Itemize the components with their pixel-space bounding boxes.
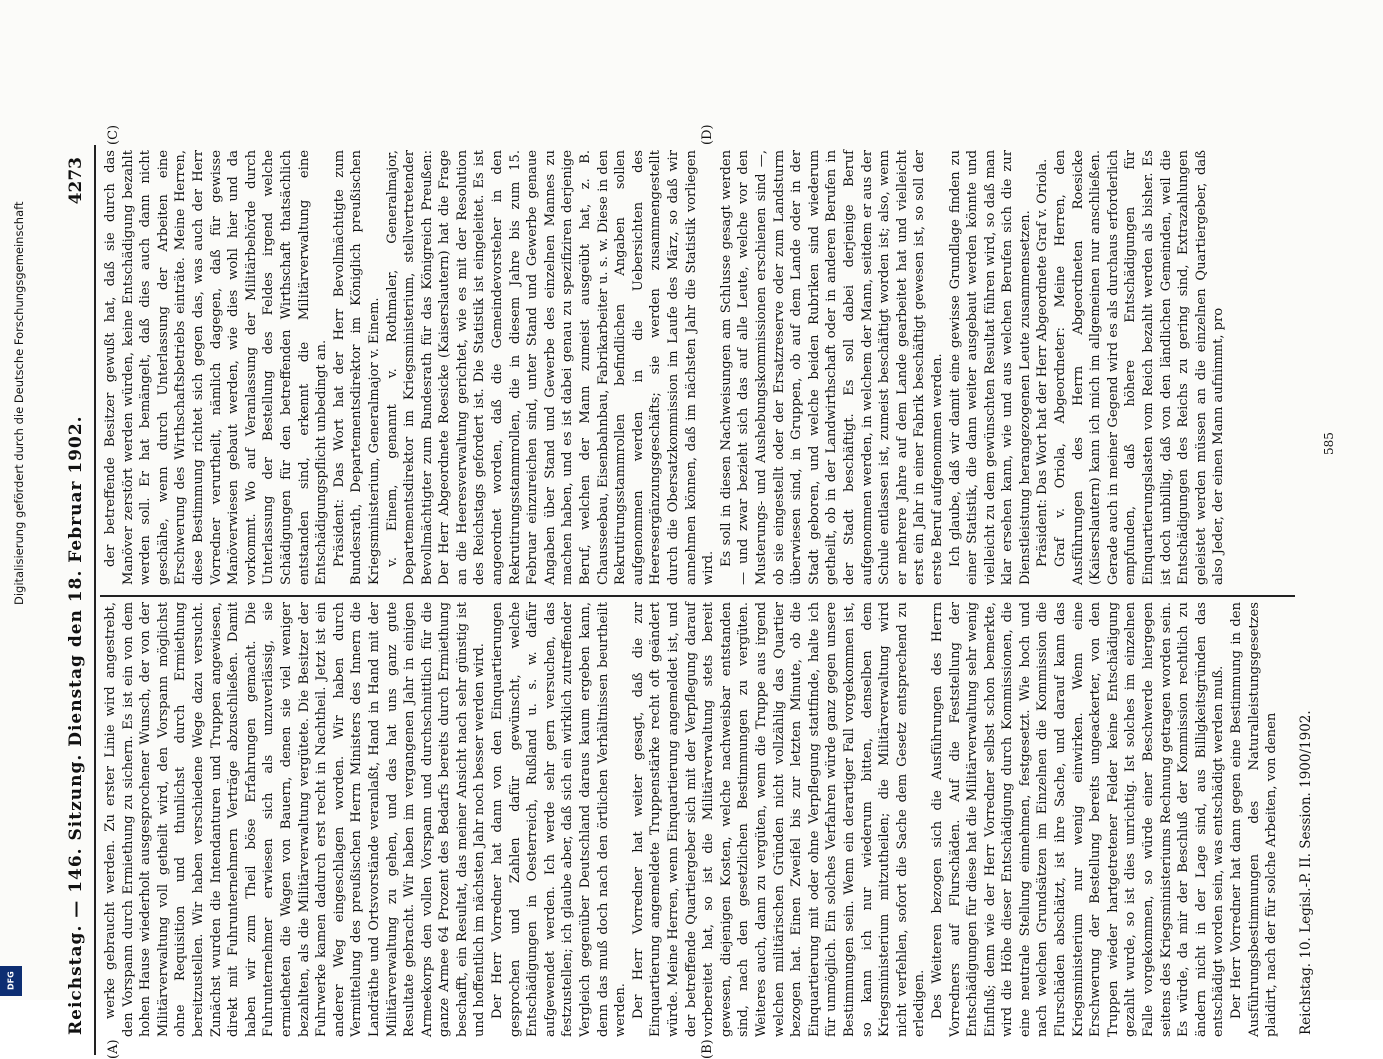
margin-mark-d: (D): [700, 124, 715, 145]
margin-mark-a: (A): [106, 1039, 121, 1059]
paragraph: werke gebraucht werden. Zu erster Linie wird angestrebt, den Vorspann durch Ermiethung zu sichern. Es ist ein von dem hohen Hause wiederholt ausgesprochener Wunsch, der von der Militärverwaltung voll getheilt wird, den Vorspann möglichst ohne Requisition und thunlichst durch Ermiethung bereitzustellen. Wir haben verschiedene Wege dazu versucht. Zunächst wurden die Intendanturen und Truppen angewiesen, direkt mit Fuhrunternehmern Verträge abzuschließen. Damit haben wir zum Theil böse Erfahrungen gemacht. Die Fuhrunternehmer erwiesen sich als unzuverlässig, sie ermietheten die Wagen von Bauern, denen sie viel weniger bezahlten, als die Militärverwaltung vergütete. Die Besitzer der Fuhrwerke kamen dadurch erst recht in Nachtheil. Jetzt ist ein anderer Weg eingeschlagen worden. Wir haben durch Vermittelung des preußischen Herrn Ministers des Innern die Landräthe und Ortsvorstände veranlaßt, Hand in Hand mit der Militärverwaltung zu gehen, und das hat uns ganz gute Resultate gebracht. Wir haben im vergangenen Jahr in einigen Armeekorps den vollen Vorspann und durchschnittlich für die ganze Armee 64 Prozent des Bedarfs bereits durch Ermiethung beschafft, ein Resultat, das meiner Ansicht nach sehr günstig ist und hoffentlich im nächsten Jahr noch besser werden wird.: [103, 602, 488, 1037]
margin-mark-b: (B): [700, 1039, 715, 1059]
running-title: Reichstag. — 146. Sitzung. Dienstag den 18. Februar 1902.: [66, 415, 86, 1035]
right-column: [102, 150, 1228, 585]
paragraph: Des Weiteren bezogen sich die Ausführungen des Herrn Vorredners auf Flurschäden. Auf die Feststellung der Entschädigungen für diese hat die Militärverwaltung sehr wenig Einfluß; denn wie der Herr Vorredner selbst schon bemerkte, wird die Höhe dieser Entschädigung durch Kommissionen, die eine neutrale Stellung einnehmen, festgesetzt. Wie hoch und nach welchen Grundsätzen im Einzelnen die Kommission die Flurschäden abschätzt, ist ihre Sache, und darauf kann das Kriegsministerium nur wenig einwirken. Wenn eine Erschwerung der Bestellung bereits ungeackerter, von den Truppen wieder hartgetretener Felder keine Entschädigung gezahlt wurde, so ist dies unrichtig. Ist solches im einzelnen Falle vorgekommen, so würde einer Beschwerde hiergegen seitens des Kriegsministeriums Rechnung getragen worden sein. Es würde, da mir der Beschluß der Kommission rechtlich zu ändern nicht in der Lage sind, aus Billigkeitsgründen das entschädigt worden sein, was entschädigt werden muß.: [929, 602, 1227, 1037]
paragraph: Es soll in diesen Nachweisungen am Schlusse gesagt werden — und zwar bezieht sich das auf alle Leute, welche vor den Musterungs- und Aushebungskommissionen erschienen sind —, ob sie eingestellt oder der Ersatzreserve oder zum Landsturm überwiesen sind, in Gruppen, ob auf dem Lande oder in der Stadt geboren, und welche beiden Rubriken sind wiederum getheilt, ob in der Landwirthschaft oder in anderen Berufen in der Stadt beschäftigt. Es soll dabei derjenige Beruf aufgenommen werden, in welchem der Mann, seitdem er aus der Schule entlassen ist, zumeist beschäftigt worden ist; also, wenn er mehrere Jahre auf dem Lande gearbeitet hat und vielleicht erst ein Jahr in einer Fabrik beschäftigt gewesen ist, so soll der erste Beruf aufgenommen werden.: [718, 150, 945, 585]
paragraph: Präsident: Das Wort hat der Herr Abgeordnete Graf v. Oriola.: [1035, 158, 1051, 567]
page-number: 4273: [66, 157, 86, 205]
margin-mark-c: (C): [106, 124, 121, 145]
paragraph: der betreffende Besitzer gewußt hat, daß sie durch das Manöver zerstört werden würden, keine Entschädigung bezahlt werden soll. Er hat bemängelt, daß dies auch dann nicht geschähe, wenn durch Unterlassung der Arbeiten eine Erschwerung des Wirthschaftsbetriebs einträte. Meine Herren, diese Bestimmung richtet sich gegen das, was auch der Herr Vorredner verurtheilt, nämlich dagegen, daß für gewisse Manöverwiesen gebaut werden, wie dies wohl hier und da vorkommt. Wo auf Veranlassung der Militärbehörde durch Unterlassung der Bestellung des Feldes irgend welche Schädigungen für den betreffenden Wirthschaft thatsächlich entstanden sind, erkennt die Militärverwaltung eine Entschädigungspflicht unbedingt an.: [103, 150, 330, 585]
paragraph: Der Herr Vorredner hat weiter gesagt, daß die zur Einquartierung angemeldete Truppenstärke recht oft geändert würde. Meine Herren, wenn Einquartierung angemeldet ist, und der betreffende Quartiergeber sich mit der Verpflegung darauf vorbereitet hat, so ist die Militärverwaltung stets bereit gewesen, diejenigen Kosten, welche nachweisbar entstanden sind, nach den gesetzlichen Bestimmungen zu vergüten. Weiteres auch, dann zu vergüten, wenn die Truppe aus irgend welchen militärischen Gründen nicht vollzählig das Quartier bezogen hat. Einen Zweifel bis zur letzten Minute, ob die Einquartierung mit oder ohne Verpflegung stattfinde, halte ich für unmöglich. Ein solches Verfahren würde ganz gegen unsere Bestimmungen sein. Wenn ein derartiger Fall vorgekommen ist, so kann ich nur wiederum bitten, denselben dem Kriegsministerium mitzutheilen; die Militärverwaltung wird nicht verfehlen, sofort die Sache dem Gesetz entsprechend zu erledigen.: [630, 602, 928, 1037]
funding-note: Digitalisierung gefördert durch die Deutsche Forschungsgemeinschaft: [12, 201, 26, 605]
paragraph: Präsident: Das Wort hat der Herr Bevollmächtigte zum Bundesrath, Departementsdirektor im Königlich preußischen Kriegsministerium, Generalmajor v. Einem.: [331, 150, 382, 585]
dfg-logo: DFG: [0, 966, 22, 996]
paragraph: Der Herr Vorredner hat dann von den Einquartierungen gesprochen und Zahlen dafür gewünscht, welche Entschädigungen in Oesterreich, Rußland u. s. w. dafür aufgewendet werden. Ich werde sehr gern versuchen, das festzustellen; ich glaube aber, daß sich ein wirklich zutreffender Vergleich gegenüber Deutschland daraus kaum ergeben kann, denn das muß doch nach den örtlichen Verhältnissen beurtheilt werden.: [490, 602, 629, 1037]
header-rule: [94, 145, 96, 1055]
left-column: [102, 602, 1281, 1037]
paragraph: Ich glaube, daß wir damit eine gewisse Grundlage finden zu einer Statistik, die dann weiter ausgebaut werden könnte und vielleicht zu dem gewünschten Resultat führen wird, so daß man klar ersehen kann, wie und aus welchen Berufen sich die zur Dienstleistung herangezogenen Leute zusammensetzen.: [947, 150, 1033, 585]
paragraph: Der Herr Vorredner hat dann gegen eine Bestimmung in den Ausführungsbestimmungen des Naturalleistungsgesetzes plaidirt, nach der für solche Arbeiten, von denen: [1229, 602, 1280, 1037]
paragraph: v. Einem, genannt v. Rothmaler, Generalmajor, Departementsdirektor im Kriegsministerium, stellvertretender Bevollmächtigter zum Bundesrath für das Königreich Preußen: Der Herr Abgeordnete Roesicke (Kaiserslautern) hat die Frage an die Heeresverwaltung gerichtet, wie es mit der Resolution des Reichstags gefordert ist. Die Statistik ist eingeleitet. Es ist angeordnet worden, daß die Gemeindevorsteher in den Rekrutirungsstammrollen, die in diesem Jahre bis zum 15. Februar einzureichen sind, unter Stand und Gewerbe genaue Angaben über Stand und Gewerbe des einzelnen Mannes zu machen haben, und es ist dabei genau zu spezifiziren derjenige Beruf, welchen der Mann zumeist ausgeübt hat, z. B. Chausseebau, Eisenbahnbau, Fabrikarbeiter u. s. w. Diese in den Rekrutirungsstammrollen befindlichen Angaben sollen aufgenommen werden in die Uebersichten des Heeresergänzungsgeschäfts; sie werden zusammengestellt durch die Obersatzkommission im Laufe des März, so daß wir annehmen können, daß im nächsten Jahr die Statistik vorliegen wird.: [384, 150, 717, 585]
paragraph: Graf v. Oriola, Abgeordneter: Meine Herren, den Ausführungen des Herrn Abgeordneten Roesicke (Kaiserslautern) kann ich mich im allgemeinen nur anschließen. Gerade auch in meiner Gegend wird es als durchaus erforderlich empfunden, daß höhere Entschädigungen für Einquartierungslasten vom Reich bezahlt werden als bisher. Es ist doch unbillig, daß von den ländlichen Gemeinden, weil die Entschädigungen des Reichs zu gering sind, Extrazahlungen geleistet werden müssen an die einzelnen Quartiergeber, daß also Jeder, der einen Mann aufnimmt, pro: [1053, 150, 1227, 585]
footer-page-number: 585: [1322, 432, 1336, 455]
column-divider: [100, 595, 1295, 597]
session-footer: Reichstag. 10. Legisl.-P. II. Session. 1900/1902.: [1298, 710, 1314, 1035]
rotated-document-page: [60, 124, 1350, 1059]
page-header: [60, 145, 92, 1055]
